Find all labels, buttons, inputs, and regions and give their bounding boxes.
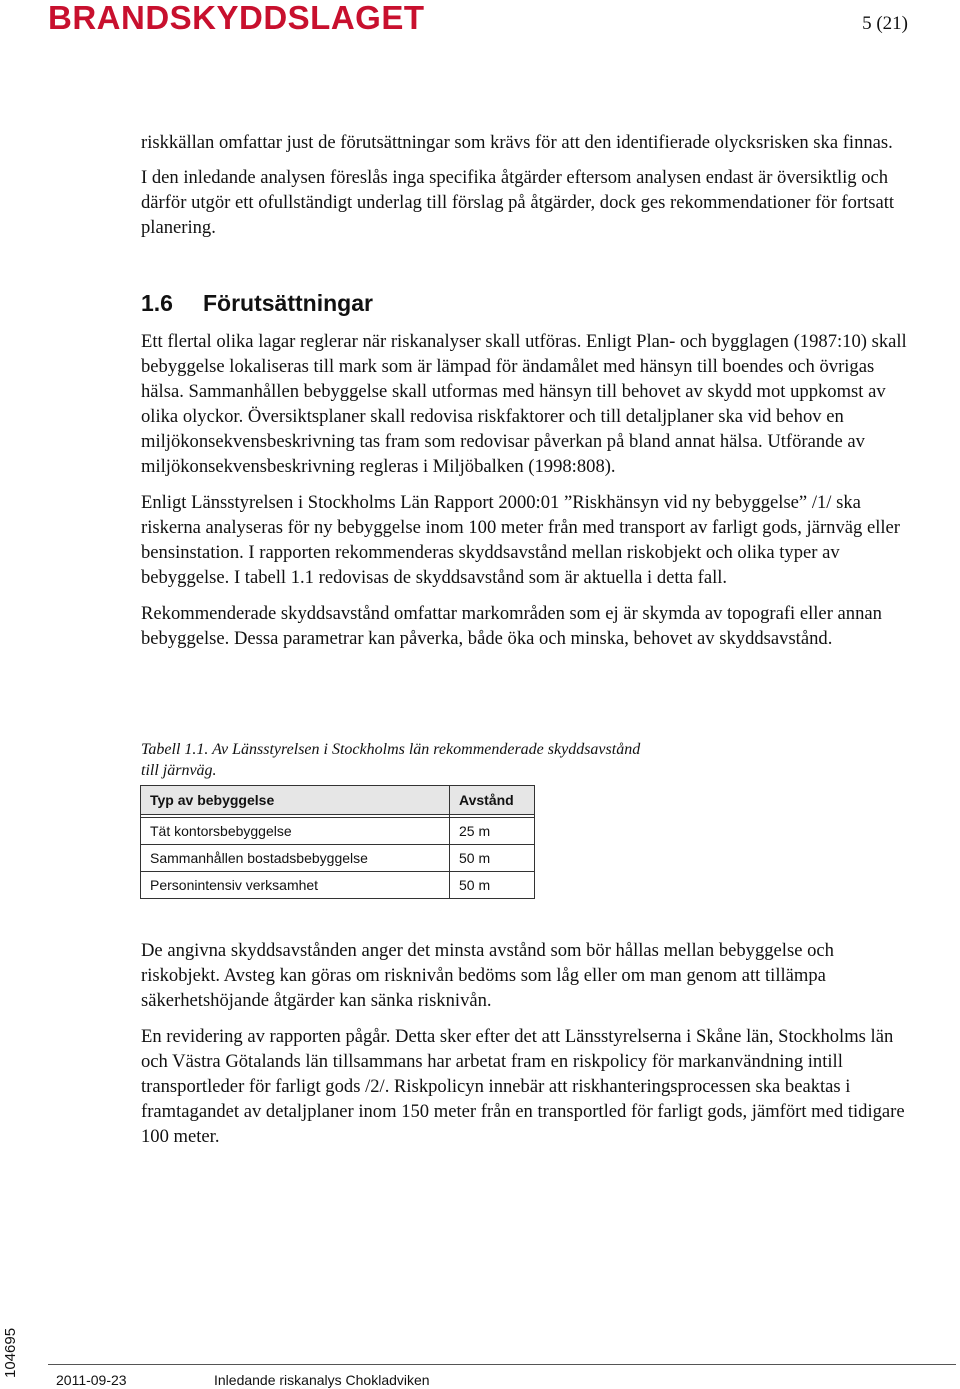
table-row <box>141 818 535 845</box>
table-header-cell: Typ av bebyggelse <box>141 786 450 815</box>
document-id: 104695 <box>2 1327 19 1378</box>
footer-divider <box>48 1364 956 1365</box>
distance-table <box>140 785 535 899</box>
paragraph: Enligt Länsstyrelsen i Stockholms Län Rapport 2000:01 ”Riskhänsyn vid ny bebyggelse” /1/ ska riskerna analyseras för ny bebyggelse inom 100 meter från med transport av farligt gods, järnväg eller bensinstation. I rapporten rekommenderas skyddsavstånd mellan riskobjekt och olika typer av bebyggelse. I tabell 1.1 redovisas de skyddsavstånd som är aktuella i detta fall. <box>141 492 900 588</box>
page-number: 5 (21) <box>862 13 908 34</box>
section-heading <box>141 289 373 317</box>
paragraph: riskkällan omfattar just de förutsättningar som krävs för att den identifierade olycksrisken ska finnas. <box>141 132 893 153</box>
company-logo: BRANDSKYDDSLAGET <box>48 0 425 36</box>
table-row <box>141 845 535 872</box>
table-header-row <box>141 786 535 815</box>
section-title: Förutsättningar <box>203 290 373 316</box>
table-cell: 25 m <box>450 818 535 845</box>
paragraph: De angivna skyddsavstånden anger det minsta avstånd som bör hållas mellan bebyggelse och riskobjekt. Avsteg kan göras om risknivån bedöms som låg eller om man genom att tillämpa säkerhetshöjande åtgärder kan sänka risknivån. <box>141 940 834 1011</box>
table-cell: Tät kontorsbebyggelse <box>141 818 450 845</box>
paragraph: Rekommenderade skyddsavstånd omfattar markområden som ej är skymda av topografi eller annan bebyggelse. Dessa parametrar kan påverka, både öka och minska, behovet av skyddsavstånd. <box>141 603 882 649</box>
section-body <box>141 329 911 651</box>
table-cell: 50 m <box>450 845 535 872</box>
closing-text <box>141 938 911 1149</box>
section-number: 1.6 <box>141 290 173 316</box>
table-cell: 50 m <box>450 872 535 899</box>
table-cell: Sammanhållen bostadsbebyggelse <box>141 845 450 872</box>
footer-document-title: Inledande riskanalys Chokladviken <box>214 1372 430 1388</box>
table-cell: Personintensiv verksamhet <box>141 872 450 899</box>
footer-date: 2011-09-23 <box>56 1372 127 1388</box>
table-caption: Tabell 1.1. Av Länsstyrelsen i Stockholms län rekommenderade skyddsavstånd till järnväg. <box>141 741 641 779</box>
paragraph: I den inledande analysen föreslås inga specifika åtgärder eftersom analysen endast är översiktlig och därför utgör ett ofullständigt underlag till förslag på åtgärder, dock ges rekommendationer för fortsatt planering. <box>141 167 895 238</box>
intro-text <box>141 130 911 240</box>
paragraph: En revidering av rapporten pågår. Detta sker efter det att Länsstyrelserna i Skåne län, Stockholms län och Västra Götalands län tillsammans har arbetat fram en riskpolicy för markanvändning intill transportleder för farligt gods /2/. Riskpolicyn innebär att riskhanteringsprocessen ska beaktas i framtagandet av detaljplaner inom 150 meter från en transportled för farligt gods, jämfört med tidigare 100 meter. <box>141 1026 905 1147</box>
table-header-cell: Avstånd <box>450 786 535 815</box>
paragraph: Ett flertal olika lagar reglerar när riskanalyser skall utföras. Enligt Plan- och bygglagen (1987:10) skall bebyggelse lokaliseras till mark som är lämpad för ändamålet med hänsyn till boendes och övrigas hälsa. Sammanhållen bebyggelse skall utformas med hänsyn till behovet av skydd mot uppkomst av olika olyckor. Översiktsplaner skall redovisa riskfaktorer och till detaljplaner ska vid behov en miljökonsekvensbeskrivning tas fram som redovisar påverkan på bland annat hälsa. Utförande av miljökonsekvensbeskrivning regleras i Miljöbalken (1998:808). <box>141 331 907 477</box>
table-row <box>141 872 535 899</box>
